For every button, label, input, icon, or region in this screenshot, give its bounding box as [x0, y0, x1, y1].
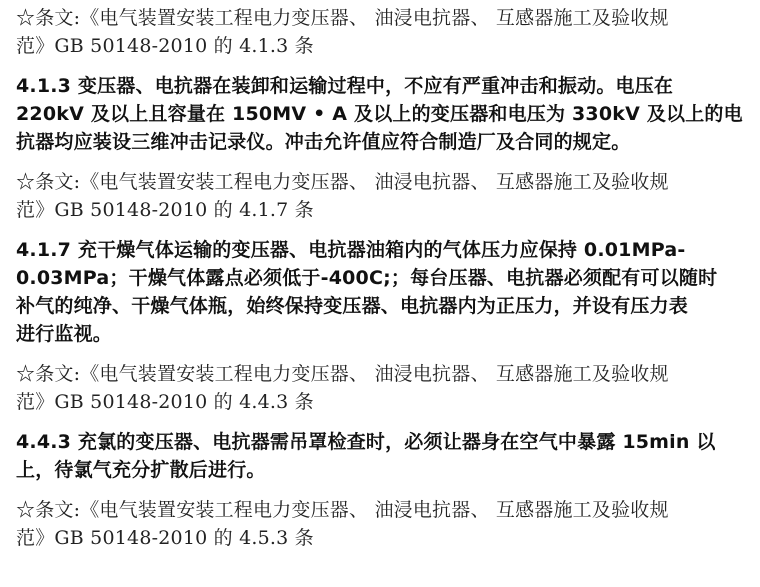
clause-4-4-3 [16, 428, 752, 484]
clause-line: 0.03MPa；干燥气体露点必须低于-400C;；每台压器、电抗器必须配有可以随时 [16, 267, 718, 289]
reference-line: ☆条文:《电气装置安装工程电力变压器、 油浸电抗器、 互感器施工及验收规 [16, 171, 669, 193]
clause-line: 进行监视。 [16, 323, 113, 345]
clause-line: 抗器均应装设三维冲击记录仪。冲击允许值应符合制造厂及合同的规定。 [16, 131, 631, 153]
clause-line: 上，待氯气充分扩散后进行。 [16, 459, 266, 481]
standard-reference-4-4-3 [16, 360, 752, 416]
clause-4-1-7 [16, 236, 752, 348]
clause-line: 4.1.7 充干燥气体运输的变压器、电抗器油箱内的气体压力应保持 0.01MPa- [16, 239, 686, 261]
clause-line: 4.1.3 变压器、电抗器在装卸和运输过程中，不应有严重冲击和振动。电压在 [16, 75, 674, 97]
clause-line: 220kV 及以上且容量在 150MV • A 及以上的变压器和电压为 330kV 及以上的电 [16, 103, 743, 125]
reference-line: 范》GB 50148-2010 的 4.1.7 条 [16, 199, 314, 221]
reference-line: 范》GB 50148-2010 的 4.4.3 条 [16, 391, 314, 413]
clause-line: 补气的纯净、干燥气体瓶，始终保持变压器、电抗器内为正压力，并设有压力表 [16, 295, 689, 317]
clause-line: 4.4.3 充氯的变压器、电抗器需吊罩检查时，必须让器身在空气中暴露 15min 以 [16, 431, 716, 453]
reference-line: 范》GB 50148-2010 的 4.1.3 条 [16, 35, 314, 57]
reference-line: ☆条文:《电气装置安装工程电力变压器、 油浸电抗器、 互感器施工及验收规 [16, 499, 669, 521]
reference-line: ☆条文:《电气装置安装工程电力变压器、 油浸电抗器、 互感器施工及验收规 [16, 7, 669, 29]
standard-reference-4-1-3 [16, 4, 752, 60]
standard-reference-4-5-3 [16, 496, 752, 552]
reference-line: 范》GB 50148-2010 的 4.5.3 条 [16, 527, 314, 549]
standard-reference-4-1-7 [16, 168, 752, 224]
document-body [16, 4, 752, 552]
clause-4-1-3 [16, 72, 752, 156]
reference-line: ☆条文:《电气装置安装工程电力变压器、 油浸电抗器、 互感器施工及验收规 [16, 363, 669, 385]
